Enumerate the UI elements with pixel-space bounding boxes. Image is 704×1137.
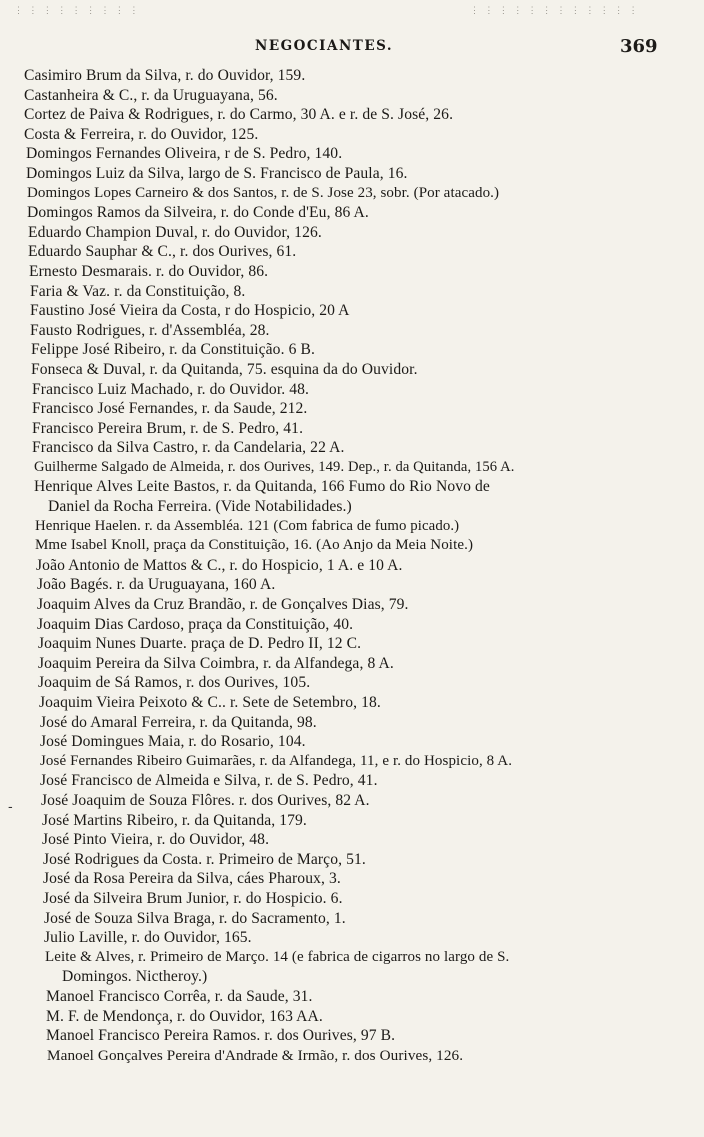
directory-entry: Henrique Haelen. r. da Assembléa. 121 (Com fabrica de fumo picado.) xyxy=(35,517,460,534)
running-title: NEGOCIANTES. xyxy=(255,38,394,54)
directory-entry: José Francisco de Almeida e Silva, r. de S. Pedro, 41. xyxy=(40,772,378,790)
directory-entry: Costa & Ferreira, r. do Ouvidor, 125. xyxy=(24,125,259,143)
directory-entry: Domingos Ramos da Silveira, r. do Conde d'Eu, 86 A. xyxy=(27,204,369,222)
directory-entry: João Antonio de Mattos & C., r. do Hospicio, 1 A. e 10 A. xyxy=(36,556,403,574)
directory-entry: Joaquim Vieira Peixoto & C.. r. Sete de Setembro, 18. xyxy=(39,694,381,711)
directory-entry: Manoel Francisco Corrêa, r. da Saude, 31. xyxy=(46,987,313,1005)
directory-entry: Fausto Rodrigues, r. d'Assembléa, 28. xyxy=(30,321,270,339)
directory-entry: Faria & Vaz. r. da Constituição, 8. xyxy=(30,282,246,300)
scan-noise-right: ⋮ ⋮ ⋮ ⋮ ⋮ ⋮ ⋮ ⋮ ⋮ ⋮ ⋮ ⋮ xyxy=(470,6,638,16)
directory-entry: Domingos Lopes Carneiro & dos Santos, r. de S. Jose 23, sobr. (Por atacado.) xyxy=(27,184,500,201)
directory-entry: Manoel Gonçalves Pereira d'Andrade & Irmão, r. dos Ourives, 126. xyxy=(47,1046,464,1064)
directory-entry: José Pinto Vieira, r. do Ouvidor, 48. xyxy=(42,831,270,849)
merchant-list xyxy=(0,66,704,1065)
directory-entry: Faustino José Vieira da Costa, r do Hospicio, 20 A xyxy=(30,302,350,320)
directory-entry: Fonseca & Duval, r. da Quitanda, 75. esquina da do Ouvidor. xyxy=(31,360,418,378)
directory-entry: José Rodrigues da Costa. r. Primeiro de Março, 51. xyxy=(43,850,366,868)
directory-entry: Eduardo Champion Duval, r. do Ouvidor, 126. xyxy=(28,223,322,241)
directory-entry: José da Rosa Pereira da Silva, cáes Pharoux, 3. xyxy=(43,870,341,888)
scan-noise-left: ⋮ ⋮ ⋮ ⋮ ⋮ ⋮ ⋮ ⋮ ⋮ xyxy=(14,6,139,16)
directory-entry: José da Silveira Brum Junior, r. do Hospicio. 6. xyxy=(43,889,343,907)
directory-entry: Cortez de Paiva & Rodrigues, r. do Carmo, 30 A. e r. de S. José, 26. xyxy=(24,106,454,124)
directory-entry: Casimiro Brum da Silva, r. do Ouvidor, 159. xyxy=(24,67,306,84)
directory-entry: Guilherme Salgado de Almeida, r. dos Ourives, 149. Dep., r. da Quitanda, 156 A. xyxy=(34,458,515,475)
directory-entry: José do Amaral Ferreira, r. da Quitanda, 98. xyxy=(40,713,317,731)
margin-mark: - xyxy=(8,800,13,815)
directory-entry: Joaquim Alves da Cruz Brandão, r. de Gonçalves Dias, 79. xyxy=(37,596,409,614)
directory-entry: M. F. de Mendonça, r. do Ouvidor, 163 AA. xyxy=(46,1007,323,1025)
directory-entry: Felippe José Ribeiro, r. da Constituição. 6 B. xyxy=(31,341,315,359)
directory-entry: Joaquim de Sá Ramos, r. dos Ourives, 105. xyxy=(38,674,311,692)
directory-entry: Domingos Fernandes Oliveira, r de S. Pedro, 140. xyxy=(26,145,343,163)
directory-entry: José Domingues Maia, r. do Rosario, 104. xyxy=(40,733,306,751)
directory-entry: João Bagés. r. da Uruguayana, 160 A. xyxy=(37,576,276,594)
page-header xyxy=(0,36,704,62)
directory-entry: José Martins Ribeiro, r. da Quitanda, 179. xyxy=(42,811,307,829)
directory-entry: José de Souza Silva Braga, r. do Sacramento, 1. xyxy=(44,909,346,927)
directory-entry: Francisco José Fernandes, r. da Saude, 212. xyxy=(32,400,308,418)
directory-entry: Francisco Luiz Machado, r. do Ouvidor. 48. xyxy=(32,380,310,398)
directory-entry: Domingos Luiz da Silva, largo de S. Francisco de Paula, 16. xyxy=(26,164,408,182)
directory-entry: Castanheira & C., r. da Uruguayana, 56. xyxy=(24,86,278,104)
page-number: 369 xyxy=(620,36,658,57)
directory-entry: Joaquim Pereira da Silva Coimbra, r. da Alfandega, 8 A. xyxy=(38,654,394,672)
directory-entry: Manoel Francisco Pereira Ramos. r. dos Ourives, 97 B. xyxy=(46,1027,396,1045)
directory-entry: Francisco Pereira Brum, r. de S. Pedro, 41. xyxy=(32,419,304,437)
directory-entry: Ernesto Desmarais. r. do Ouvidor, 86. xyxy=(29,262,269,280)
directory-entry: José Fernandes Ribeiro Guimarães, r. da Alfandega, 11, e r. do Hospicio, 8 A. xyxy=(40,752,513,769)
directory-entry: Mme Isabel Knoll, praça da Constituição, 16. (Ao Anjo da Meia Noite.) xyxy=(35,537,474,554)
directory-entry: Joaquim Dias Cardoso, praça da Constituição, 40. xyxy=(37,615,354,633)
directory-entry: Julio Laville, r. do Ouvidor, 165. xyxy=(44,929,252,947)
directory-entry: Leite & Alves, r. Primeiro de Março. 14 (e fabrica de cigarros no largo de S. xyxy=(45,948,510,965)
directory-entry: Daniel da Rocha Ferreira. (Vide Notabilidades.) xyxy=(48,498,352,516)
directory-entry: Eduardo Sauphar & C., r. dos Ourives, 61. xyxy=(28,243,297,261)
directory-entry: Domingos. Nictheroy.) xyxy=(62,968,208,986)
directory-entry: Henrique Alves Leite Bastos, r. da Quitanda, 166 Fumo do Rio Novo de xyxy=(34,478,490,496)
directory-entry: Francisco da Silva Castro, r. da Candelaria, 22 A. xyxy=(32,439,345,457)
directory-entry: José Joaquim de Souza Flôres. r. dos Ourives, 82 A. xyxy=(41,791,370,809)
directory-entry: Joaquim Nunes Duarte. praça de D. Pedro II, 12 C. xyxy=(38,635,362,653)
